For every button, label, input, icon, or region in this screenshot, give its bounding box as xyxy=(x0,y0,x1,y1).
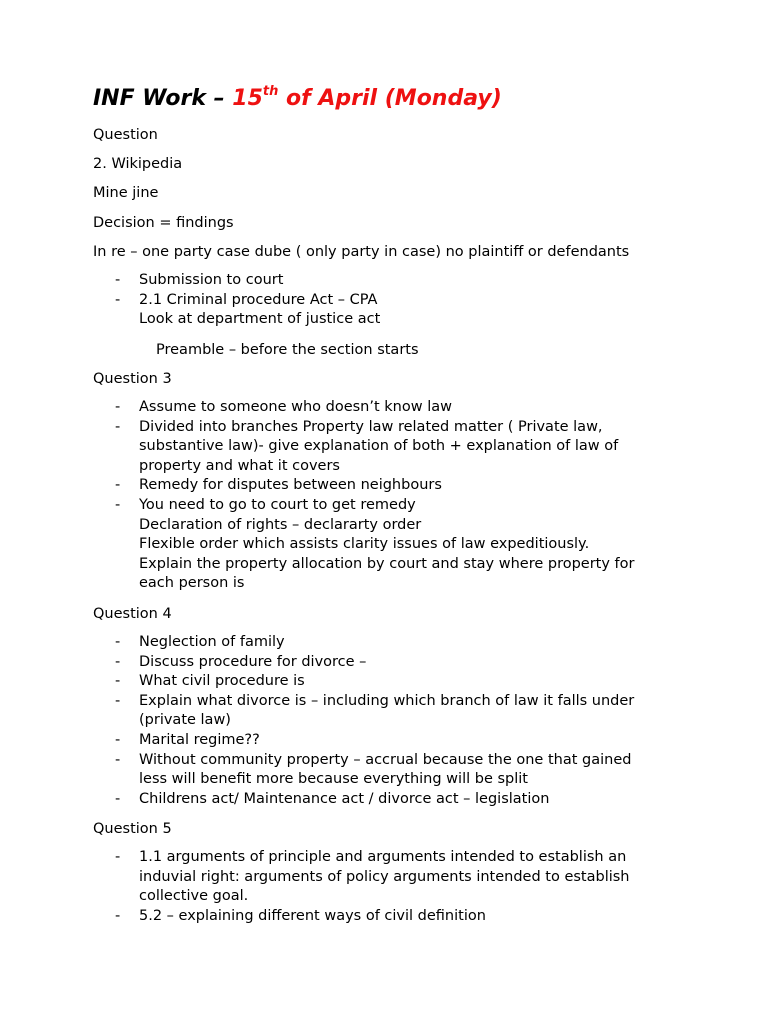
list-item-text: 5.2 – explaining different ways of civil definition xyxy=(139,907,486,924)
question-label: Question xyxy=(93,127,158,143)
preamble-line: Preamble – before the section starts xyxy=(156,342,419,358)
title-rest: of April (Monday) xyxy=(278,86,502,111)
decision-line: Decision = findings xyxy=(93,215,234,231)
dash-bullet: - xyxy=(115,790,121,807)
title-suffix: th xyxy=(262,83,279,99)
page-title xyxy=(93,84,502,114)
list-item xyxy=(0,731,679,751)
dash-bullet: - xyxy=(115,673,121,690)
list-item-text: Remedy for disputes between neighbours xyxy=(139,477,442,494)
list-item-text: Marital regime?? xyxy=(139,731,260,748)
list-item xyxy=(0,907,679,927)
dash-bullet: - xyxy=(115,496,121,513)
list-item-text: (private law) xyxy=(139,712,231,729)
list-item xyxy=(0,672,679,692)
list-item-text: Discuss procedure for divorce – xyxy=(139,653,367,670)
list-item-text: Explain the property allocation by court and stay where property for xyxy=(139,555,635,572)
list-item xyxy=(0,291,679,330)
list-item-text: Without community property – accrual because the one that gained xyxy=(139,751,632,768)
list-item-text: 1.1 arguments of principle and arguments intended to establish an xyxy=(139,849,627,865)
dash-bullet: - xyxy=(115,849,121,865)
bullet-list-1 xyxy=(0,271,768,330)
list-item xyxy=(0,476,679,496)
dash-bullet: - xyxy=(115,291,121,308)
list-item-text: collective goal. xyxy=(139,888,249,905)
mine-jine-line: Mine jine xyxy=(93,185,159,201)
title-day: 15 xyxy=(232,86,263,111)
wikipedia-line: 2. Wikipedia xyxy=(93,156,183,172)
dash-bullet: - xyxy=(115,751,121,768)
list-item-text: induvial right: arguments of policy arguments intended to establish xyxy=(139,868,630,885)
in-re-line: In re – one party case dube ( only party in case) no plaintiff or defendants xyxy=(93,244,630,260)
title-date xyxy=(232,83,502,111)
question-4-heading: Question 4 xyxy=(93,606,172,622)
dash-bullet: - xyxy=(115,731,121,748)
list-item-text: You need to go to court to get remedy xyxy=(139,496,416,513)
list-item-text: What civil procedure is xyxy=(139,673,305,690)
list-item-text: 2.1 Criminal procedure Act – CPA xyxy=(139,291,378,308)
list-item xyxy=(0,271,679,291)
list-item xyxy=(0,751,679,790)
dash-bullet: - xyxy=(115,907,121,924)
dash-bullet: - xyxy=(115,653,121,670)
list-item xyxy=(0,848,679,907)
list-item xyxy=(0,692,679,731)
dash-bullet: - xyxy=(115,399,121,415)
list-item-text: Look at department of justice act xyxy=(139,311,381,328)
list-item-text: Submission to court xyxy=(139,272,284,288)
list-item-text: less will benefit more because everything will be split xyxy=(139,771,528,788)
list-item-text: Divided into branches Property law related matter ( Private law, xyxy=(139,418,603,435)
list-item xyxy=(0,496,679,594)
list-item-text: property and what it covers xyxy=(139,457,340,474)
dash-bullet: - xyxy=(115,418,121,435)
list-item-text: Explain what divorce is – including which branch of law it falls under xyxy=(139,692,635,709)
list-item xyxy=(0,653,679,673)
bullet-list-4 xyxy=(0,848,768,926)
dash-bullet: - xyxy=(115,634,121,650)
dash-bullet: - xyxy=(115,272,121,288)
list-item-text: Neglection of family xyxy=(139,634,285,650)
list-item xyxy=(0,418,679,477)
list-item-text: substantive law)- give explanation of both + explanation of law of xyxy=(139,438,619,455)
list-item-text: Childrens act/ Maintenance act / divorce act – legislation xyxy=(139,790,550,807)
bullet-list-3 xyxy=(0,633,768,809)
list-item-text: each person is xyxy=(139,575,245,592)
bullet-list-2 xyxy=(0,398,768,594)
title-prefix: INF Work – xyxy=(93,86,233,111)
dash-bullet: - xyxy=(115,692,121,709)
dash-bullet: - xyxy=(115,477,121,494)
list-item-text: Flexible order which assists clarity issues of law expeditiously. xyxy=(139,536,590,553)
list-item xyxy=(0,633,679,653)
list-item xyxy=(0,398,679,418)
list-item xyxy=(0,790,679,810)
question-3-heading: Question 3 xyxy=(93,371,172,387)
list-item-text: Declaration of rights – declararty order xyxy=(139,516,422,533)
list-item-text: Assume to someone who doesn’t know law xyxy=(139,399,452,415)
question-5-heading: Question 5 xyxy=(93,821,172,837)
